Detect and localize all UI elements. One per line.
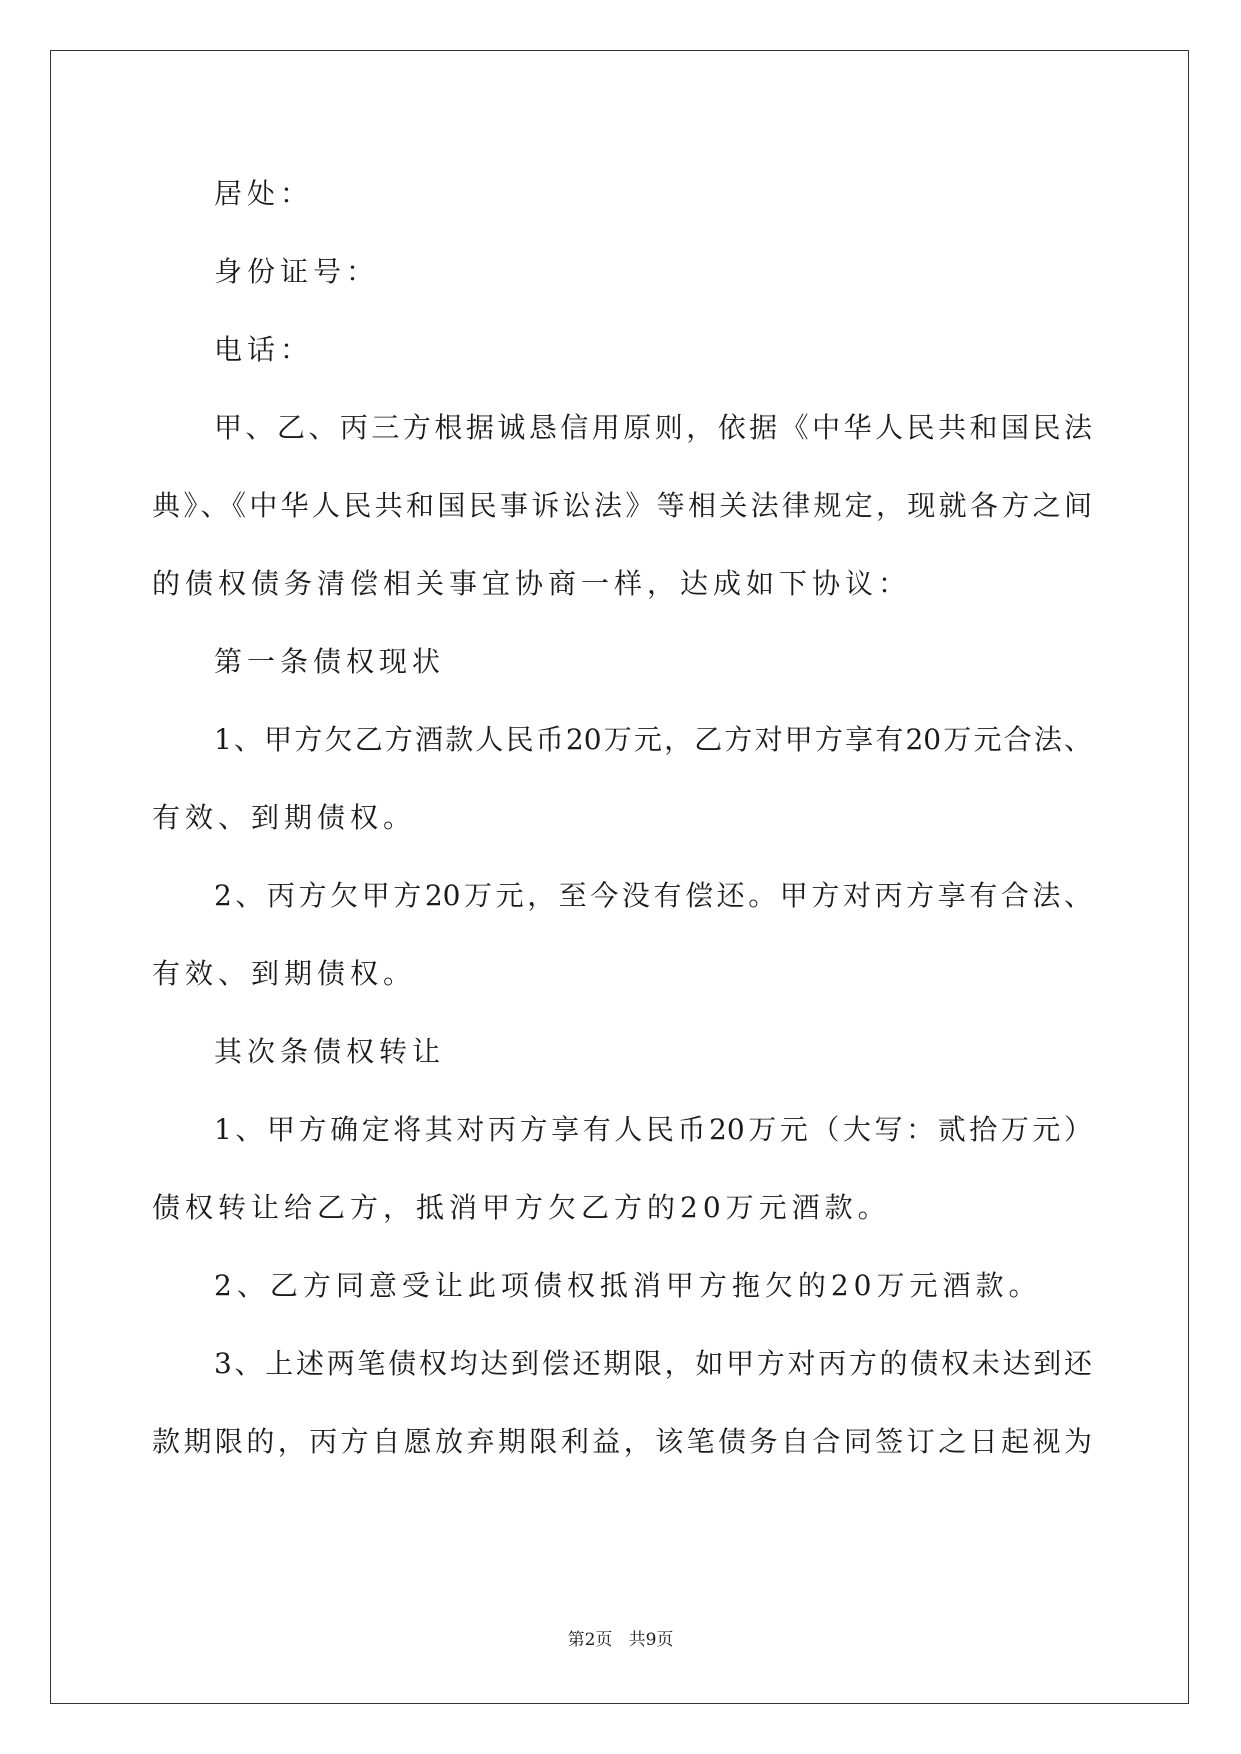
article-1-item-2-line-2: 有效、到期债权。 — [152, 957, 417, 990]
intro-line-3: 的债权债务清偿相关事宜协商一样，达成如下协议： — [152, 567, 912, 600]
residence-label: 居处： — [214, 177, 314, 210]
article-1-item-2-line-1: 2、丙方欠甲方20万元，至今没有偿还。甲方对丙方享有合法、 — [214, 879, 1092, 912]
article-2-item-2: 2、乙方同意受让此项债权抵消甲方拖欠的20万元酒款。 — [214, 1269, 1042, 1302]
article-2-item-1-line-1: 1、甲方确定将其对丙方享有人民币20万元（大写：贰拾万元） — [214, 1113, 1092, 1146]
article-2-item-1-line-2: 债权转让给乙方，抵消甲方欠乙方的20万元酒款。 — [152, 1191, 891, 1224]
article-2-heading: 其次条债权转让 — [214, 1035, 446, 1068]
article-2-item-3-line-1: 3、上述两笔债权均达到偿还期限，如甲方对丙方的债权未达到还 — [214, 1347, 1092, 1380]
page-number-footer: 第2页 共9页 — [567, 1630, 674, 1650]
page-border — [50, 50, 1189, 1704]
intro-line-1: 甲、乙、丙三方根据诚恳信用原则，依据《中华人民共和国民法 — [214, 411, 1092, 444]
article-2-item-3-line-2: 款期限的，丙方自愿放弃期限利益，该笔债务自合同签订之日起视为 — [152, 1425, 1092, 1458]
phone-label: 电话： — [214, 333, 314, 366]
article-1-heading: 第一条债权现状 — [214, 645, 446, 678]
article-1-item-1-line-2: 有效、到期债权。 — [152, 801, 417, 834]
article-1-item-1-line-1: 1、甲方欠乙方酒款人民币20万元，乙方对甲方享有20万元合法、 — [214, 723, 1092, 756]
intro-line-2: 典》、《中华人民共和国民事诉讼法》等相关法律规定，现就各方之间 — [152, 489, 1092, 522]
id-number-label: 身份证号： — [214, 255, 380, 288]
